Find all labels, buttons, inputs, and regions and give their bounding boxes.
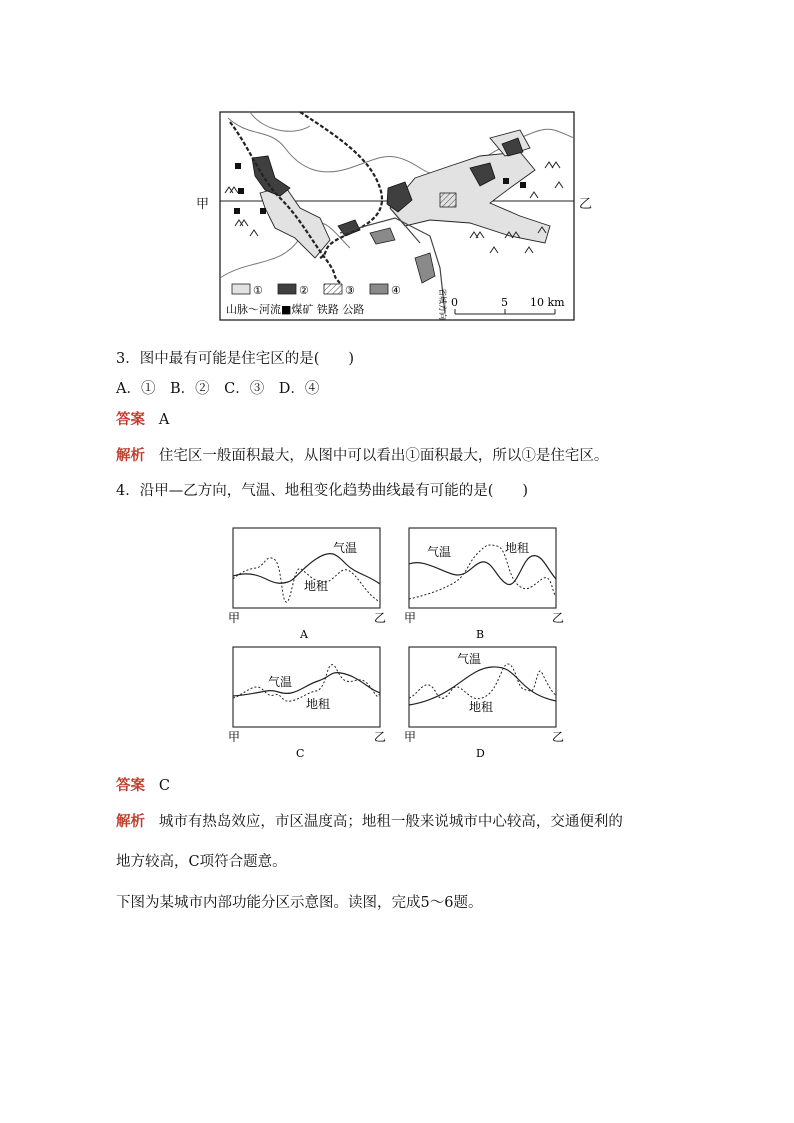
road-direction-label: 省城方向 bbox=[438, 288, 447, 320]
graph-b-rent-label: 地租 bbox=[505, 541, 530, 555]
svg-text:5: 5 bbox=[501, 296, 508, 309]
city-map-figure bbox=[190, 108, 610, 323]
q4-stem: 4．沿甲—乙方向，气温、地租变化趋势曲线最有可能的是( ) bbox=[116, 483, 529, 499]
graph-d-rent-label: 地租 bbox=[469, 700, 494, 714]
answer-tag: 答案 bbox=[116, 778, 145, 794]
q3-analysis-row bbox=[116, 446, 608, 466]
graph-b-east: 乙 bbox=[552, 611, 565, 625]
graph-a-temp-label: 气温 bbox=[333, 541, 358, 555]
zone-3 bbox=[440, 193, 456, 207]
graph-c bbox=[226, 643, 388, 761]
coal-mine bbox=[503, 178, 509, 184]
svg-text:10 km: 10 km bbox=[530, 296, 565, 309]
map-east-label: 乙 bbox=[579, 197, 593, 212]
svg-text:①: ① bbox=[253, 284, 263, 297]
graph-b bbox=[402, 524, 568, 648]
graph-c-rent-label: 地租 bbox=[306, 697, 331, 711]
graph-d-east: 乙 bbox=[552, 730, 565, 744]
graph-a-rent-label: 地租 bbox=[304, 579, 329, 593]
q3-answer-row bbox=[116, 410, 169, 430]
graph-c-temp-label: 气温 bbox=[268, 675, 293, 689]
graph-b-west: 甲 bbox=[404, 611, 417, 625]
graph-d bbox=[402, 643, 568, 761]
q3-options: A．① B．② C．③ D．④ bbox=[116, 381, 320, 397]
svg-text:④: ④ bbox=[391, 284, 401, 297]
coal-mine bbox=[260, 208, 266, 214]
q3-analysis: 住宅区一般面积最大，从图中可以看出①面积最大，所以①是住宅区。 bbox=[158, 448, 609, 464]
graph-a-west: 甲 bbox=[228, 611, 241, 625]
graph-a bbox=[226, 524, 388, 648]
next-section-intro: 下图为某城市内部功能分区示意图。读图，完成5～6题。 bbox=[116, 895, 483, 911]
graph-c-letter: C bbox=[296, 747, 305, 760]
svg-text:③: ③ bbox=[345, 284, 355, 297]
graph-d-temp-label: 气温 bbox=[457, 652, 482, 666]
coal-mine bbox=[235, 163, 241, 169]
graph-d-west: 甲 bbox=[404, 730, 417, 744]
q4-answer: C bbox=[158, 778, 170, 794]
graph-d-letter: D bbox=[476, 747, 485, 760]
coal-mine bbox=[238, 188, 244, 194]
city-map bbox=[190, 108, 610, 323]
graph-c-west: 甲 bbox=[228, 730, 241, 744]
analysis-tag: 解析 bbox=[116, 814, 145, 830]
graph-c-east: 乙 bbox=[374, 730, 387, 744]
q4-answer-row bbox=[116, 776, 170, 796]
svg-text:0: 0 bbox=[451, 296, 458, 309]
map-west-label: 甲 bbox=[196, 197, 210, 212]
answer-tag: 答案 bbox=[116, 412, 145, 428]
q4-analysis-row bbox=[116, 812, 623, 832]
graph-b-letter: B bbox=[476, 628, 485, 641]
q4-analysis-line2: 地方较高，C项符合题意。 bbox=[116, 854, 287, 870]
coal-mine bbox=[234, 208, 240, 214]
graph-b-temp-label: 气温 bbox=[427, 545, 452, 559]
q4-analysis-line1: 城市有热岛效应，市区温度高；地租一般来说城市中心较高，交通便利的 bbox=[158, 814, 623, 830]
q3-answer: A bbox=[158, 412, 170, 428]
svg-text:②: ② bbox=[299, 284, 309, 297]
graph-a-east: 乙 bbox=[374, 611, 387, 625]
q3-stem: 3．图中最有可能是住宅区的是( ) bbox=[116, 351, 355, 367]
analysis-tag: 解析 bbox=[116, 448, 145, 464]
coal-mine bbox=[520, 182, 526, 188]
graph-b-frame bbox=[409, 528, 556, 608]
legend-row-2: 山脉～河流■煤矿 铁路 公路 bbox=[226, 303, 365, 316]
graph-a-letter: A bbox=[300, 628, 308, 641]
